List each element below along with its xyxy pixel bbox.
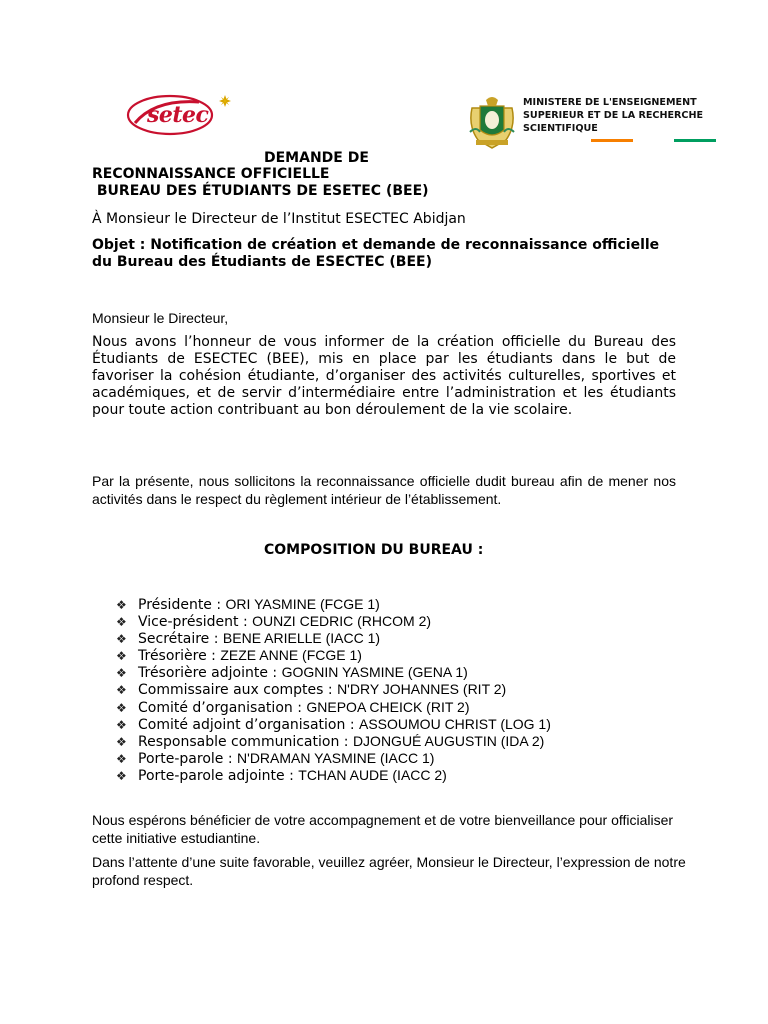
diamond-bullet-icon: ❖ — [116, 632, 127, 647]
diamond-bullet-icon: ❖ — [116, 666, 127, 681]
diamond-bullet-icon: ❖ — [116, 649, 127, 664]
member-role: Porte-parole : — [138, 750, 238, 767]
member-role: Commissaire aux comptes : — [138, 682, 338, 699]
member-name: ORI YASMINE (FCGE 1) — [225, 596, 380, 612]
member-role: Trésorière adjointe : — [138, 665, 282, 682]
member-role: Secrétaire : — [138, 631, 223, 648]
composition-heading: COMPOSITION DU BUREAU : — [264, 542, 484, 558]
subject-line: Objet : Notification de création et demande de reconnaissance officielle du Bureau des Étudiants de ESECTEC (BEE) — [92, 237, 660, 270]
esetec-logo-text: setec — [147, 102, 209, 128]
list-item — [116, 613, 551, 630]
diamond-bullet-icon: ❖ — [116, 598, 127, 612]
closing-paragraph-1: Nous espérons bénéficier de votre accompagnement et de votre bienveillance pour officialiser cette initiative estudiantine. — [92, 812, 674, 846]
paragraph-intro: Nous avons l’honneur de vous informer de la création officielle du Bureau des Étudiants de ESECTEC (BEE), mis en place par les étudiants dans le but de favoriser la cohésion étudiante, d’organiser des activités culturelles, sportives et académiques, et de servir d’intermédiaire entre l’administration et les étudiants pour toute action contribuant au bon déroulement de la vie scolaire. — [92, 334, 676, 418]
member-role: Porte-parole adjointe : — [138, 767, 299, 784]
member-name: ASSOUMOU CHRIST (LOG 1) — [359, 715, 551, 732]
member-role: Comité d’organisation : — [138, 699, 307, 716]
member-role: Vice-président : — [138, 614, 253, 631]
member-role: Comité adjoint d’organisation : — [138, 716, 359, 733]
diamond-bullet-icon: ❖ — [116, 768, 127, 783]
list-item — [116, 733, 551, 750]
member-name: DJONGUÉ AUGUSTIN (IDA 2) — [352, 732, 545, 749]
document-title-line-3: BUREAU DES ÉTUDIANTS DE ESETEC (BEE) — [92, 183, 429, 199]
esetec-logo — [125, 93, 245, 143]
list-item — [116, 716, 551, 733]
document-title-line-1: DEMANDE DE — [264, 150, 369, 166]
list-item — [116, 681, 551, 698]
diamond-bullet-icon: ❖ — [116, 700, 127, 715]
coat-of-arms-icon — [466, 92, 518, 150]
member-name: GOGNIN YASMINE (GENA 1) — [281, 664, 468, 681]
ministry-name: MINISTERE DE L'ENSEIGNEMENT SUPERIEUR ET DE LA RECHERCHE SCIENTIFIQUE — [523, 97, 704, 134]
member-name: BENE ARIELLE (IACC 1) — [222, 630, 381, 647]
diamond-bullet-icon: ❖ — [116, 615, 127, 630]
diamond-bullet-icon: ❖ — [116, 751, 127, 766]
paragraph-request: Par la présente, nous sollicitons la reconnaissance officielle dudit bureau afin de mener nos activités dans le respect du règlement intérieur de l’établissement. — [92, 473, 676, 507]
document-title-line-2: RECONNAISSANCE OFFICIELLE — [92, 166, 330, 182]
list-item — [116, 630, 551, 647]
member-role: Trésorière : — [138, 648, 221, 665]
list-item — [116, 596, 551, 613]
member-name: OUNZI CEDRIC (RHCOM 2) — [252, 613, 432, 630]
star-icon — [219, 95, 231, 107]
diamond-bullet-icon: ❖ — [116, 717, 127, 732]
recipient-line: À Monsieur le Directeur de l’Institut ESECTEC Abidjan — [92, 211, 466, 227]
ministry-header — [466, 92, 726, 152]
diamond-bullet-icon: ❖ — [116, 734, 127, 749]
list-item — [116, 699, 551, 716]
list-item — [116, 664, 551, 681]
diamond-bullet-icon: ❖ — [116, 683, 127, 698]
member-name: TCHAN AUDE (IACC 2) — [298, 766, 447, 783]
member-name: GNEPOA CHEICK (RIT 2) — [306, 698, 470, 715]
member-name: ZEZE ANNE (FCGE 1) — [220, 647, 362, 664]
salutation: Monsieur le Directeur, — [92, 310, 229, 326]
member-name: N'DRAMAN YASMINE (IACC 1) — [237, 749, 435, 766]
flag-stripe — [591, 139, 716, 142]
members-list — [116, 596, 551, 784]
list-item — [116, 767, 551, 784]
list-item — [116, 750, 551, 767]
member-role: Responsable communication : — [138, 733, 353, 750]
member-role: Présidente : — [138, 597, 226, 613]
closing-paragraph-2: Dans l’attente d’une suite favorable, veuillez agréer, Monsieur le Directeur, l’expression de notre profond respect. — [92, 854, 686, 888]
list-item — [116, 647, 551, 664]
member-name: N'DRY JOHANNES (RIT 2) — [337, 681, 507, 698]
